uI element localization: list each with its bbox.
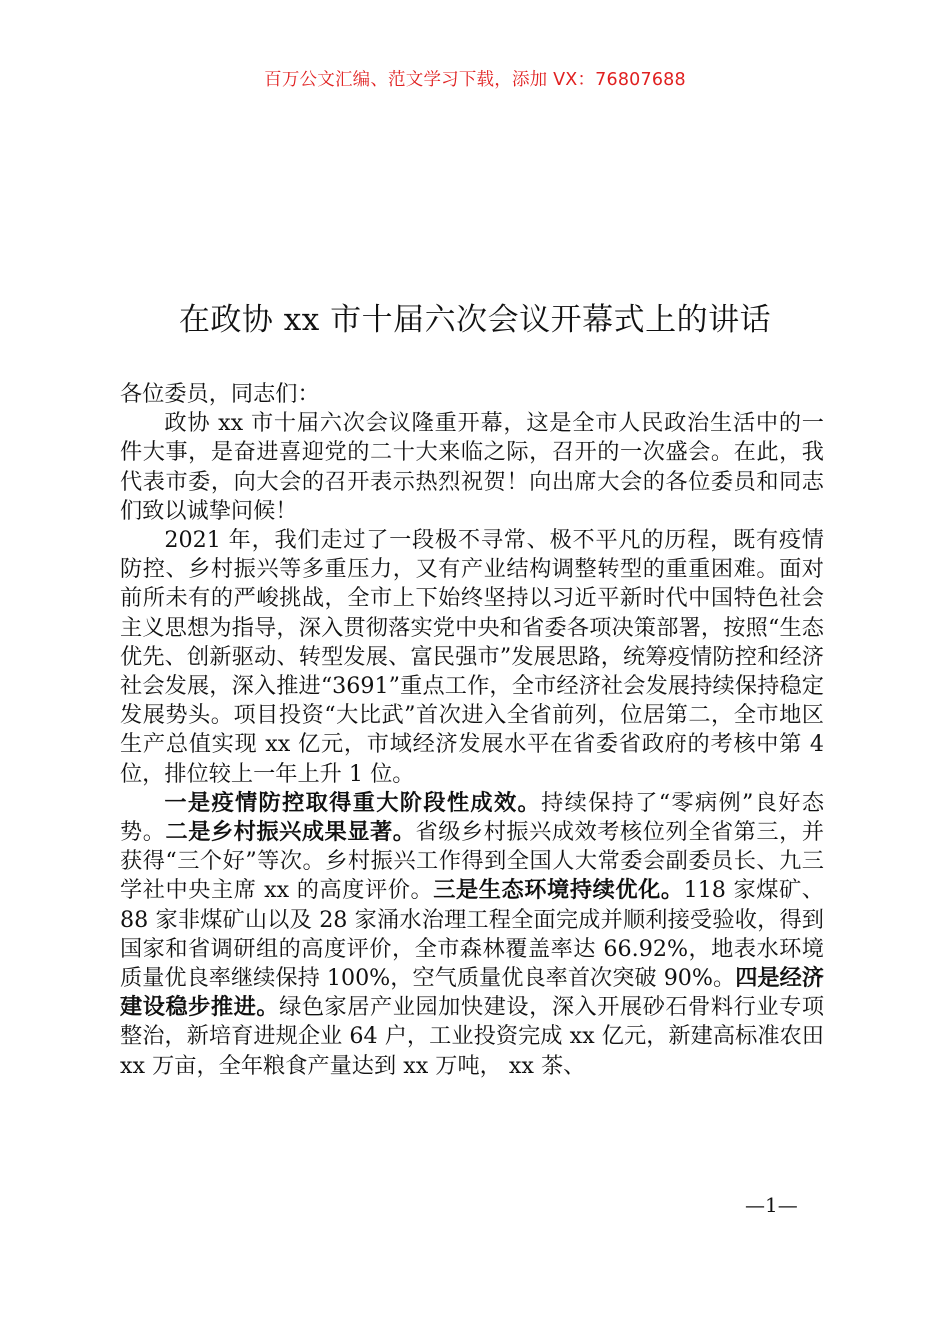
document-body xyxy=(120,380,824,1081)
salutation: 各位委员，同志们： xyxy=(120,381,320,407)
achievement-text-3: 118 家煤矿、88 家非煤矿山以及 28 家涌水治理工程全面完成并顺利接受验收，得到国家和省调研组的高度评价，全市森林覆盖率达 66.92%，地表水环境质量优良率继续保持 100%，空气质量优良率首次突破 90%。 xyxy=(120,877,824,992)
achievement-heading-3: 三是生态环境持续优化。 xyxy=(433,877,684,904)
paragraph-text: 2021 年，我们走过了一段极不寻常、极不平凡的历程，既有疫情防控、乡村振兴等多重压力，又有产业结构调整转型的重重困难。面对前所未有的严峻挑战，全市上下始终坚持以习近平新时代中国特色社会主义思想为指导，深入贯彻落实党中央和省委各项决策部署，按照“生态优先、创新驱动、转型发展、富民强市”发展思路，统筹疫情防控和经济社会发展，深入推进“3691”重点工作，全市经济社会发展持续保持稳定发展势头。项目投资“大比武”首次进入全省前列，位居第二，全市地区生产总值实现 xx 亿元，市域经济发展水平在省委省政府的考核中第 4 位，排位较上一年上升 1 位。 xyxy=(120,527,824,787)
paragraph-review-2021 xyxy=(120,526,824,789)
document-title: 在政协 xx 市十届六次会议开幕式上的讲话 xyxy=(178,302,772,338)
paragraph-opening xyxy=(120,409,824,526)
paragraph-text: 政协 xx 市十届六次会议隆重开幕，这是全市人民政治生活中的一件大事，是奋进喜迎党的二十大来临之际，召开的一次盛会。在此，我代表市委，向大会的召开表示热烈祝贺！向出席大会的各位委员和同志们致以诚挚问候！ xyxy=(120,410,824,524)
achievement-heading-1: 一是疫情防控取得重大阶段性成效。 xyxy=(164,789,542,816)
achievement-heading-4: 四是经济建设稳步推进。 xyxy=(120,965,824,1021)
achievement-heading-2: 二是乡村振兴成果显著。 xyxy=(165,819,416,846)
page-number: —1— xyxy=(745,1193,798,1217)
achievement-text-1: 持续保持了“零病例”良好态势。 xyxy=(120,789,825,846)
achievement-text-2: 省级乡村振兴成效考核位列全省第三，并获得“三个好”等次。乡村振兴工作得到全国人大常委会副委员长、九三学社中央主席 xx 的高度评价。 xyxy=(120,819,825,904)
achievement-text-4: 绿色家居产业园加快建设，深入开展砂石骨料行业专项整治，新培育进规企业 64 户，工业投资完成 xx 亿元，新建高标准农田 xx 万亩，全年粮食产量达到 xx 万吨， xx 茶、 xyxy=(120,994,825,1079)
paragraph-achievements xyxy=(120,789,824,1081)
watermark-header: 百万公文汇编、范文学习下载，添加 VX：76807688 xyxy=(264,70,686,90)
